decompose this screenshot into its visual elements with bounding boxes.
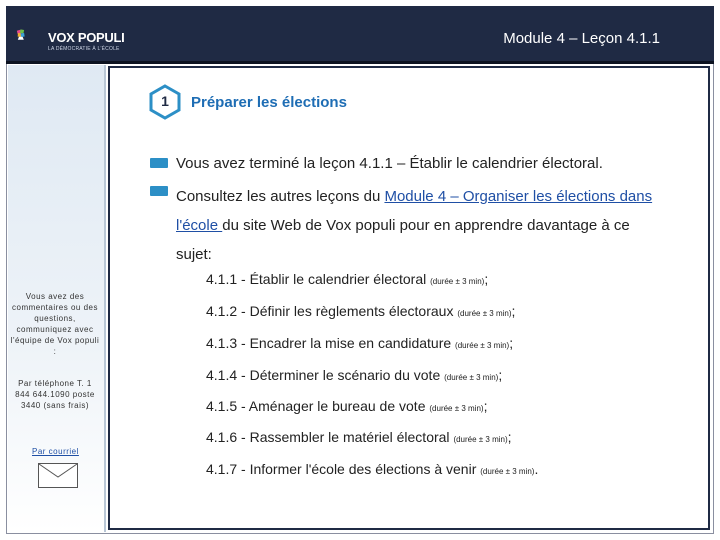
- lesson-item: [206, 398, 487, 414]
- lesson-item: [206, 271, 488, 287]
- sidebar-phone-text: Par téléphone T. 1 844 644.1090 poste 3440 (sans frais): [15, 379, 95, 410]
- bullet-icon: [150, 158, 168, 168]
- lesson-title: 4.1.1 - Établir le calendrier électoral: [206, 271, 427, 287]
- sidebar-contact-text: Vous avez des commentaires ou des questions, communiquez avec l'équipe de Vox populi :: [10, 292, 100, 356]
- consult-suffix: du site Web de Vox populi pour en apprendre davantage à ce sujet:: [176, 217, 630, 263]
- lesson-item: [206, 335, 513, 351]
- vox-populi-logo[interactable]: [16, 18, 46, 52]
- lesson-end-punctuation: ;: [484, 271, 489, 287]
- logo-subtitle: LA DÉMOCRATIE À L'ÉCOLE: [48, 46, 120, 52]
- module-title: Module 4 – Leçon 4.1.1: [503, 30, 660, 47]
- lesson-item: [206, 429, 512, 445]
- lesson-end-punctuation: ;: [507, 429, 512, 445]
- lesson-title: 4.1.5 - Aménager le bureau de vote: [206, 398, 426, 414]
- lesson-duration: (durée ± 3 min): [430, 277, 485, 286]
- lesson-duration: (durée ± 3 min): [455, 341, 510, 350]
- email-link[interactable]: Par courriel: [32, 447, 79, 456]
- envelope-icon[interactable]: [38, 463, 78, 488]
- bullet-icon: [150, 186, 168, 196]
- lesson-end-punctuation: ;: [511, 303, 516, 319]
- lesson-complete-text: Vous avez terminé la leçon 4.1.1 – Établir le calendrier électoral.: [176, 155, 603, 172]
- lesson-title: 4.1.6 - Rassembler le matériel électoral: [206, 429, 450, 445]
- lesson-title: 4.1.3 - Encadrer la mise en candidature: [206, 335, 452, 351]
- lesson-title: 4.1.7 - Informer l'école des élections à venir: [206, 461, 477, 477]
- lesson-duration: (durée ± 3 min): [453, 435, 508, 444]
- lesson-end-punctuation: ;: [498, 367, 503, 383]
- lesson-duration: (durée ± 3 min): [457, 309, 512, 318]
- step-title: Préparer les élections: [191, 94, 347, 111]
- lesson-end-punctuation: ;: [509, 335, 514, 351]
- step-number: 1: [161, 93, 169, 109]
- consult-paragraph: [176, 182, 666, 269]
- lesson-item: [206, 367, 502, 383]
- lesson-end-punctuation: ;: [483, 398, 488, 414]
- lesson-title: 4.1.4 - Déterminer le scénario du vote: [206, 367, 441, 383]
- lesson-duration: (durée ± 3 min): [444, 373, 499, 382]
- lesson-item: [206, 303, 515, 319]
- consult-prefix: Consultez les autres leçons du: [176, 188, 385, 205]
- module-4-link[interactable]: Module 4 – Organiser les élections dans l'école: [176, 188, 653, 234]
- lesson-duration: (durée ± 3 min): [429, 404, 484, 413]
- logo-title: VOX POPULI: [48, 30, 125, 45]
- lesson-end-punctuation: .: [534, 461, 539, 477]
- lesson-duration: (durée ± 3 min): [480, 467, 535, 476]
- lesson-title: 4.1.2 - Définir les règlements électoraux: [206, 303, 454, 319]
- lesson-item: [206, 461, 538, 477]
